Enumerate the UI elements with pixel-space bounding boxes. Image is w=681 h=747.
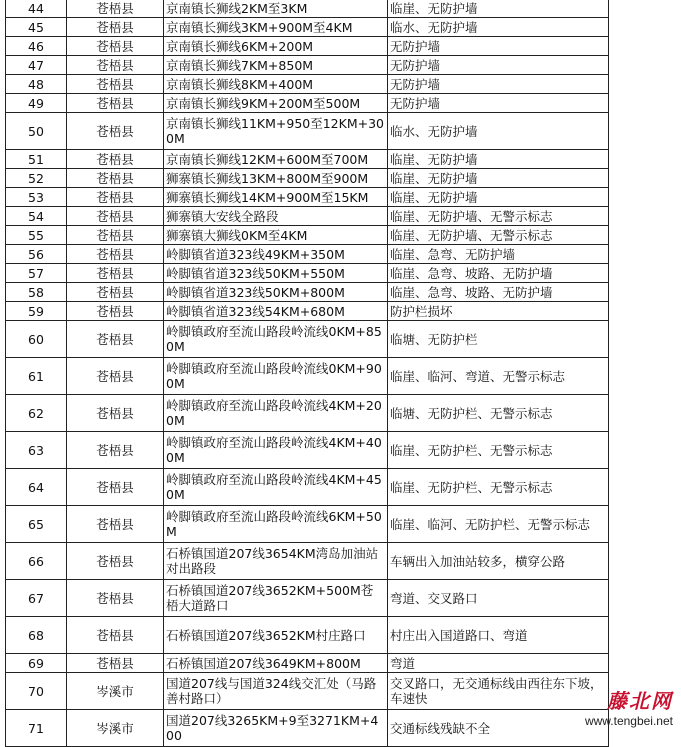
row-number: 61	[6, 358, 67, 395]
county-cell: 苍梧县	[67, 580, 164, 617]
table-row	[6, 580, 609, 617]
row-number: 54	[6, 207, 67, 226]
county-cell: 苍梧县	[67, 37, 164, 56]
table-row	[6, 264, 609, 283]
location-cell: 岭脚镇省道323线54KM+680M	[164, 302, 388, 321]
condition-cell: 临塘、无防护栏、无警示标志	[388, 395, 609, 432]
row-number: 45	[6, 18, 67, 37]
location-cell: 京南镇长狮线8KM+400M	[164, 75, 388, 94]
location-cell: 石桥镇国道207线3652KM村庄路口	[164, 617, 388, 654]
location-cell: 国道207线3265KM+9至3271KM+400	[164, 710, 388, 747]
table-row	[6, 188, 609, 207]
row-number: 70	[6, 673, 67, 710]
table-row	[6, 710, 609, 747]
table-row	[6, 654, 609, 673]
condition-cell: 临崖、临河、无防护栏、无警示标志	[388, 506, 609, 543]
row-number: 64	[6, 469, 67, 506]
table-row	[6, 617, 609, 654]
location-cell: 京南镇长狮线12KM+600M至700M	[164, 150, 388, 169]
condition-cell: 交叉路口，无交通标线由西往东下坡，车速快	[388, 673, 609, 710]
condition-cell: 无防护墙	[388, 75, 609, 94]
county-cell: 苍梧县	[67, 358, 164, 395]
location-cell: 京南镇长狮线7KM+850M	[164, 56, 388, 75]
table-row	[6, 245, 609, 264]
table-row	[6, 321, 609, 358]
table-row	[6, 469, 609, 506]
county-cell: 苍梧县	[67, 432, 164, 469]
table-body	[6, 0, 609, 747]
county-cell: 苍梧县	[67, 283, 164, 302]
location-cell: 石桥镇国道207线3654KM湾岛加油站对出路段	[164, 543, 388, 580]
location-cell: 岭脚镇政府至流山路段岭流线0KM+900M	[164, 358, 388, 395]
table-row	[6, 506, 609, 543]
row-number: 56	[6, 245, 67, 264]
row-number: 57	[6, 264, 67, 283]
table-row	[6, 673, 609, 710]
row-number: 55	[6, 226, 67, 245]
location-cell: 狮寨镇大狮线0KM至4KM	[164, 226, 388, 245]
county-cell: 苍梧县	[67, 0, 164, 18]
row-number: 47	[6, 56, 67, 75]
county-cell: 苍梧县	[67, 150, 164, 169]
location-cell: 京南镇长狮线6KM+200M	[164, 37, 388, 56]
county-cell: 苍梧县	[67, 302, 164, 321]
location-cell: 石桥镇国道207线3652KM+500M苍梧大道路口	[164, 580, 388, 617]
table-row	[6, 543, 609, 580]
row-number: 69	[6, 654, 67, 673]
hazard-roads-table	[5, 0, 609, 747]
row-number: 48	[6, 75, 67, 94]
row-number: 59	[6, 302, 67, 321]
row-number: 66	[6, 543, 67, 580]
location-cell: 京南镇长狮线2KM至3KM	[164, 0, 388, 18]
table-row	[6, 226, 609, 245]
watermark-name: 藤北网	[607, 689, 673, 713]
row-number: 71	[6, 710, 67, 747]
condition-cell: 临崖、无防护栏、无警示标志	[388, 432, 609, 469]
location-cell: 岭脚镇政府至流山路段岭流线4KM+400M	[164, 432, 388, 469]
county-cell: 岑溪市	[67, 710, 164, 747]
location-cell: 石桥镇国道207线3649KM+800M	[164, 654, 388, 673]
location-cell: 狮寨镇大安线全路段	[164, 207, 388, 226]
row-number: 50	[6, 113, 67, 150]
row-number: 44	[6, 0, 67, 18]
table-row	[6, 0, 609, 18]
table-row	[6, 94, 609, 113]
table-row	[6, 207, 609, 226]
row-number: 60	[6, 321, 67, 358]
table-row	[6, 432, 609, 469]
row-number: 62	[6, 395, 67, 432]
location-cell: 狮寨镇长狮线14KM+900M至15KM	[164, 188, 388, 207]
county-cell: 苍梧县	[67, 321, 164, 358]
condition-cell: 交通标线残缺不全	[388, 710, 609, 747]
county-cell: 苍梧县	[67, 245, 164, 264]
location-cell: 岭脚镇政府至流山路段岭流线6KM+50M	[164, 506, 388, 543]
county-cell: 苍梧县	[67, 207, 164, 226]
row-number: 46	[6, 37, 67, 56]
condition-cell: 临水、无防护墙	[388, 18, 609, 37]
county-cell: 苍梧县	[67, 469, 164, 506]
location-cell: 京南镇长狮线9KM+200M至500M	[164, 94, 388, 113]
condition-cell: 临崖、无防护墙	[388, 188, 609, 207]
condition-cell: 村庄出入国道路口、弯道	[388, 617, 609, 654]
condition-cell: 无防护墙	[388, 94, 609, 113]
site-watermark	[585, 685, 673, 728]
county-cell: 苍梧县	[67, 169, 164, 188]
condition-cell: 临崖、无防护墙	[388, 150, 609, 169]
row-number: 67	[6, 580, 67, 617]
county-cell: 苍梧县	[67, 226, 164, 245]
row-number: 63	[6, 432, 67, 469]
county-cell: 苍梧县	[67, 543, 164, 580]
row-number: 58	[6, 283, 67, 302]
watermark-url: www.tengbei.net	[584, 714, 673, 728]
row-number: 49	[6, 94, 67, 113]
row-number: 68	[6, 617, 67, 654]
county-cell: 苍梧县	[67, 18, 164, 37]
county-cell: 苍梧县	[67, 56, 164, 75]
county-cell: 苍梧县	[67, 506, 164, 543]
condition-cell: 无防护墙	[388, 56, 609, 75]
table-row	[6, 283, 609, 302]
condition-cell: 临崖、无防护墙、无警示标志	[388, 226, 609, 245]
condition-cell: 临崖、无防护墙	[388, 0, 609, 18]
table-row	[6, 113, 609, 150]
row-number: 53	[6, 188, 67, 207]
county-cell: 苍梧县	[67, 113, 164, 150]
row-number: 52	[6, 169, 67, 188]
location-cell: 岭脚镇省道323线50KM+800M	[164, 283, 388, 302]
county-cell: 岑溪市	[67, 673, 164, 710]
location-cell: 岭脚镇政府至流山路段岭流线0KM+850M	[164, 321, 388, 358]
county-cell: 苍梧县	[67, 188, 164, 207]
location-cell: 岭脚镇省道323线49KM+350M	[164, 245, 388, 264]
table-row	[6, 18, 609, 37]
table-row	[6, 150, 609, 169]
table-row	[6, 56, 609, 75]
condition-cell: 无防护墙	[388, 37, 609, 56]
location-cell: 京南镇长狮线11KM+950至12KM+300M	[164, 113, 388, 150]
location-cell: 国道207线与国道324线交汇处（马路善村路口）	[164, 673, 388, 710]
row-number: 65	[6, 506, 67, 543]
location-cell: 狮寨镇长狮线13KM+800M至900M	[164, 169, 388, 188]
county-cell: 苍梧县	[67, 654, 164, 673]
table-row	[6, 75, 609, 94]
condition-cell: 临崖、无防护墙、无警示标志	[388, 207, 609, 226]
county-cell: 苍梧县	[67, 264, 164, 283]
condition-cell: 临水、无防护墙	[388, 113, 609, 150]
location-cell: 京南镇长狮线3KM+900M至4KM	[164, 18, 388, 37]
condition-cell: 临崖、急弯、无防护墙	[388, 245, 609, 264]
table-row	[6, 37, 609, 56]
condition-cell: 车辆出入加油站较多，横穿公路	[388, 543, 609, 580]
county-cell: 苍梧县	[67, 94, 164, 113]
condition-cell: 防护栏损坏	[388, 302, 609, 321]
condition-cell: 临塘、无防护栏	[388, 321, 609, 358]
county-cell: 苍梧县	[67, 75, 164, 94]
condition-cell: 临崖、无防护栏、无警示标志	[388, 469, 609, 506]
condition-cell: 临崖、急弯、坡路、无防护墙	[388, 264, 609, 283]
table-row	[6, 358, 609, 395]
condition-cell: 临崖、急弯、坡路、无防护墙	[388, 283, 609, 302]
table-row	[6, 395, 609, 432]
condition-cell: 临崖、临河、弯道、无警示标志	[388, 358, 609, 395]
county-cell: 苍梧县	[67, 395, 164, 432]
condition-cell: 临崖、无防护墙	[388, 169, 609, 188]
row-number: 51	[6, 150, 67, 169]
county-cell: 苍梧县	[67, 617, 164, 654]
location-cell: 岭脚镇政府至流山路段岭流线4KM+200M	[164, 395, 388, 432]
condition-cell: 弯道、交叉路口	[388, 580, 609, 617]
condition-cell: 弯道	[388, 654, 609, 673]
table-row	[6, 302, 609, 321]
location-cell: 岭脚镇省道323线50KM+550M	[164, 264, 388, 283]
table-row	[6, 169, 609, 188]
location-cell: 岭脚镇政府至流山路段岭流线4KM+450M	[164, 469, 388, 506]
